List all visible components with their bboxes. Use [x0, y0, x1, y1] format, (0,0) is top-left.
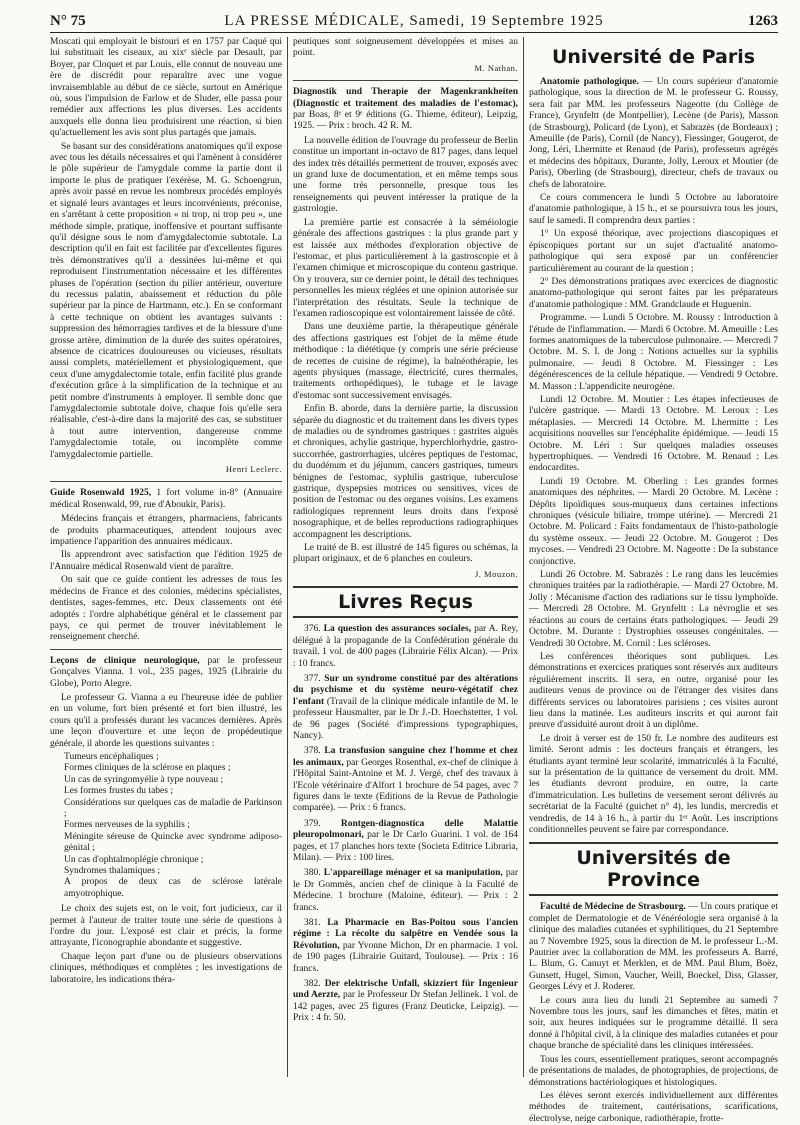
book-details: (Travail de la clinique médicale infantile de M. le professeur Hausmalter, par le Dr J.-D. Hoechstetter, 1 vol. de 96 pages (Société d'impressions typographiques, Nancy).	[293, 696, 518, 741]
topic-item: A propos de deux cas de sclérose latérale amyotrophique.	[64, 877, 282, 899]
book-details: par Yvonne Michon, Dr en pharmacie. 1 vol. de 190 pages (Librairie Guitard, Toulouse). — Prix : 16 francs.	[293, 940, 518, 974]
book-number: 377.	[304, 673, 321, 684]
topic-item: Un cas d'ophtalmoplégie chronique ;	[64, 854, 204, 865]
book-entry	[293, 746, 518, 814]
book-details: par le Professeur Dr Stefan Jellinek. 1 vol. de 142 pages, avec 25 figures (Franz Deuticke, Leipzig). — Prix : 4 fr. 50.	[293, 990, 518, 1024]
book-details: par A. Rey, délégué à la propagande de la Confédération générale du travail. 1 vol. de 400 pages (Librairie Félix Alcan). — Prix : 10 francs.	[293, 624, 519, 669]
review-paragraph: Moscati qui employait le bistouri et en 1757 par Caqué qui lui substituait les ciseaux, au xixᵉ siècle par Desault, par Boyer, par Cloquet et par Louis, elle connut de nouveau une ère de discrédit pour reparaître avec une vogue invraisemblable au début de ce siècle, surtout en Amérique où, sous l'impulsion de Farlow et de Sluder, elle passa pour remédier aux affections les plus diverses. Les accidents auxquels elle donna lieu produisirent une réaction, si bien qu'actuellement les avis sont plus partagés que jamais.	[50, 37, 282, 139]
section-heading-universites-de-province: Universités de Province	[529, 842, 778, 896]
topics-list	[50, 752, 282, 900]
book-title: Diagnostik und Therapie der Magenkrankheiten (Diagnostic et traitement des maladies de l'estomac),	[293, 87, 518, 109]
program-paragraph: Lundi 26 Octobre. M. Sabrazès : Le rang dans les leucémies chroniques traitées par la radiothérapie. — Mardi 27 Octobre. M. Jolly : Mécanisme d'action des radiations sur le tissu lymphoïde. — Mercredi 28 Octobre. M. Grynfeltt : La névroglie et ses réactions au cours de certains états pathologiques. — Jeudi 29 Octobre. M. Durante : Dystrophies osseuses congénitales. — Vendredi 30 Octobre. M. Cornil : Les scléroses.	[529, 570, 778, 649]
review-signature: M. Nathan.	[474, 62, 518, 73]
page-header	[50, 8, 778, 33]
announcement-text: — Un cours supérieur d'anatomie pathologique, sous la direction de M. le professeur G. Roussy, sera fait par MM. les professeurs Nageotte (du Collège de France), Grynfeltt (de Montpellier), Lecène (de Paris), Masson (de Strasbourg), Policard (de Lyon), et Sabrazès (de Bordeaux) ; Ameuille (de Paris), Cornil (de Nancy), Fiessinger, Gougerot, de Jong, Léri, Lhermitte et Renaud (de Paris), professeurs agrégés et médecins des hôpitaux, Durante, Jolly, Leroux et Moutier (de Paris), Oberling (de Strasbourg), directeur, chefs de travaux ou chefs de laboratoire.	[529, 77, 778, 190]
review-paragraph: Chaque leçon part d'une ou de plusieurs observations cliniques, méthodiques et complètes ; les investigations de laboratoire, les indications théra-	[50, 951, 282, 985]
book-review-heading	[50, 656, 282, 690]
column-1	[50, 37, 288, 1077]
review-paragraph: La nouvelle édition de l'ouvrage du professeur de Berlin constitue un important in-octavo de 817 pages, dans lequel des index très détaillés permettent de trouver, exposés avec un grand luxe de documentation, et en même temps sous une forme très personnelle, presque tous les renseignements qui peuvent intéresser la pratique de la gastrologie.	[293, 135, 518, 215]
book-number: 380.	[304, 868, 321, 879]
book-title: Leçons de clinique neurologique,	[50, 655, 200, 666]
announcement-paragraph: Ce cours commencera le lundi 5 Octobre au laboratoire d'anatomie pathologique, à 15 h., et se poursuivra tous les jours, sauf le samedi. Il comprendra deux parties :	[529, 193, 778, 226]
book-details: par le Dr Gommès, ancien chef de clinique à la Faculté de Médecine. 1 brochure (Maloine, éditeur). — Prix : 2 francs.	[293, 868, 518, 913]
announcement-title: Anatomie pathologique.	[540, 77, 639, 87]
section-heading-livres-recus: Livres Reçus	[293, 586, 518, 618]
announcement-paragraph: Le droit à verser est de 150 fr. Le nombre des auditeurs est limité. Seront admis : les docteurs français et étrangers, les étudiants ayant terminé leur scolarité, immatriculés à la Faculté, sur la présentation de la quittance de versement du droit. MM. les étudiants devront produire, en outre, la carte d'immatriculation. Les bulletins de versement seront délivrés au secrétariat de la Faculté (guichet n° 4), les lundis, mercredis et vendredis, de 14 à 16 h., à partir du 1ᵉʳ Août. Les inscriptions conditionnelles peuvent se faire par correspondance.	[529, 733, 778, 835]
columns	[50, 37, 778, 1124]
review-paragraph: Le professeur G. Vianna a eu l'heureuse idée de publier en un volume, fort bien présenté et fort bien illustré, les cours qu'il a professés durant les vacances dernières. Après une leçon d'ouverture et une leçon de propédeutique générale, il aborde les questions suivantes :	[50, 692, 282, 749]
announcement-title: Faculté de Médecine de Strasbourg.	[540, 902, 686, 913]
topic-item: Formes nerveuses de la syphilis ;	[64, 820, 190, 831]
book-entry	[293, 918, 518, 975]
announcement-paragraph: Les conférences théoriques sont publiques. Les démonstrations et exercices pratiques sont réservés aux auditeurs régulièrement inscrits. Il sera, en outre, organisé pour les auditeurs venus de province ou de l'étranger des visites dans différents services ou laboratoires parisiens ; ces visites auront lieu dans la matinée. Les auditeurs inscrits et qui auront fait preuve d'assiduité auront droit à un diplôme.	[529, 651, 778, 731]
book-details: 1 fort volume in-8° (Annuaire médical Rosenwald, 99, rue d'Aboukir, Paris).	[50, 488, 283, 510]
announcement-paragraph: 1° Un exposé théorique, avec projections diascopiques et épiscopiques portant sur un sujet d'actualité anatomo-pathologique qui sera exposé par un conférencier particulièrement au courant de la question ;	[529, 229, 778, 274]
topic-item: Les formes frustes du tabes ;	[64, 786, 173, 797]
topic-item: Considérations sur quelques cas de maladie de Parkinson ;	[64, 797, 282, 819]
book-entry	[293, 624, 518, 670]
review-signature: Henri Leclerc.	[225, 464, 282, 475]
issue-number: N° 75	[50, 13, 86, 29]
program-paragraph: Programme. — Lundi 5 Octobre. M. Roussy : Introduction à l'étude de l'inflammation. — Mardi 6 Octobre. M. Ameuille : Les formes anatomiques de la tuberculose pulmonaire. — Mercredi 7 Octobre. M. S. I. de Jong : Notions actuelles sur la syphilis pulmonaire. — Jeudi 8 Octobre. M. Fiessinger : Les dégénérescences de la cellule hépatique. — Vendredi 9 Octobre. M. Masson : L'appendicite neurogène.	[529, 313, 778, 392]
review-paragraph: peutiques sont soigneusement développées et mises au point.	[293, 37, 518, 59]
announcement-paragraph: Tous les cours, essentiellement pratiques, seront accompagnés de présentations de malades, de photographies, de projections, de démonstrations bactériologiques et histologiques.	[529, 1054, 778, 1088]
review-paragraph: On sait que ce guide contient les adresses de tous les médecins de France et des colonies, médecins spécialistes, dentistes, sages-femmes, etc. Deux classements ont été adoptés : l'ordre alphabétique général et le classement par pays, ce qui permet de trouver inévitablement le renseignement cherché.	[50, 575, 282, 643]
book-details: par Boas, 8ᵉ et 9ᵉ éditions (G. Thieme, éditeur), Leipzig, 1925. — Prix : broch. 42 R. M.	[293, 110, 518, 132]
announcement-paragraph: 2° Des démonstrations pratiques avec exercices de diagnostic anatomo-pathologique qui seront faites par les préparateurs d'anatomie pathologique : MM. Grandclaude et Huguenin.	[529, 276, 778, 310]
review-paragraph: Ils apprendront avec satisfaction que l'édition 1925 de l'Annuaire médical Rosenwald vient de paraître.	[50, 550, 282, 572]
column-2	[288, 37, 524, 1077]
review-signature: J. Mouzon.	[474, 568, 518, 579]
book-number: 381.	[304, 918, 321, 929]
book-title: Rontgen-diagnostica delle Malattie pleuropolmonari,	[293, 818, 518, 841]
book-details: par Georges Rosenthal, ex-chef de clinique à l'Hôpital Saint-Antoine et M. J. Vergé, chef des travaux à l'Ecole vétérinaire d'Alfort 1 brochure de 54 pages, avec 7 figures dans le texte (Editions de la Revue de Pathologie comparée). — Prix : 6 francs.	[293, 757, 518, 814]
topic-item: Syndromes thalamiques ;	[64, 866, 161, 877]
divider	[293, 80, 518, 81]
topic-item: Méningite séreuse de Quincke avec syndrome adiposo-génital ;	[64, 831, 282, 854]
divider	[50, 481, 282, 482]
topic-item: Formes cliniques de la sclérose en plaques ;	[64, 763, 231, 774]
book-review-heading	[293, 87, 518, 133]
book-entry	[293, 868, 518, 914]
journal-title: LA PRESSE MÉDICALE, Samedi, 19 Septembre 1925	[224, 13, 604, 29]
program-paragraph: Lundi 12 Octobre. M. Moutier : Les étapes infectieuses de l'ulcère gastrique. — Mardi 13 Octobre. M. Leroux : Les métaplasies. — Mercredi 14 Octobre. M. Lhermitte : Les acquisitions nouvelles sur l'encéphalite épidémique. — Jeudi 15 Octobre. M. Léri : Sur quelques maladies osseuses hypertrophiques. — Vendredi 16 Octobre. M. Renaud : Les endocardites.	[529, 394, 778, 474]
book-number: 382.	[304, 979, 321, 990]
book-title: La Pharmacie en Bas-Poitou sous l'ancien régime : La récolte du salpêtre en Vendée sous la Révolution,	[293, 918, 518, 951]
review-paragraph: Le choix des sujets est, on le voit, fort judicieux, car il permet à l'auteur de traiter toute une série de questions à l'ordre du jour. L'exposé est clair et précis, la forme attrayante, l'iconographie abondante et suggestive.	[50, 904, 282, 949]
announcement-paragraph: Les élèves seront exercés individuellement aux différentes méthodes de traitement, cautérisations, scarifications, électrolyse, neige carbonique, radiothérapie, frotte-	[529, 1090, 778, 1124]
review-paragraph: Enfin B. aborde, dans la dernière partie, la discussion séparée du diagnostic et du traitement dans les divers types de maladies ou de syndromes gastriques : gastrites aiguës et chroniques, achylie gastrique, hyperchlorhydrie, gastro-succorrhée, gastrorrhagies, ulcères peptiques de l'estomac, du duodénum et du jéjunum, cancers gastriques, tumeurs bénignes de l'estomac, syphilis gastrique, tuberculose gastrique, dyspepsies motrices ou sensitives, vices de position de l'estomac ou des organes voisins. Les examens radiologiques reprennent leurs droits dans l'exposé nosographique, et de belles reproductions radiographiques accompagnent les descriptions.	[293, 404, 518, 540]
book-title: L'appareillage ménager et sa manipulation,	[323, 868, 503, 879]
book-entry	[293, 819, 518, 865]
program-paragraph: Lundi 19 Octobre. M. Oberling : Les grandes formes anatomiques des néphrites. — Mardi 20 Octobre. M. Lecène : Dépôts lipoïdiques sous-muqueux dans certaines infections chroniques (vésicule biliaire, trompe utérine). — Mercredi 21 Octobre. M. Policard : Faits fondamentaux de l'histo-pathologie du système osseux. — Jeudi 22 Octobre. M. Gougerot : Des mycoses. — Vendredi 23 Octobre. M. Nageotte : De la substance conjonctive.	[529, 476, 778, 567]
announcement-paragraph: Le cours aura lieu du lundi 21 Septembre au samedi 7 Novembre tous les jours, sauf les dimanches et fêtes, matin et soir, aux heures indiquées sur le programme détaillé. Il sera donné à l'hôpital civil, à la clinique des maladies cutanées et pour chaque branche de spécialité dans les cliniques intéressées.	[529, 995, 778, 1052]
review-paragraph: Se basant sur des considérations anatomiques qu'il expose avec tous les détails nécessaires et qui l'amènent à considérer le pôle supérieur de l'amygdale comme la partie dont il importe le plus de pratiquer l'exérèse, M. G. Schoengrun, après avoir passé en revue les nombreux procédés employés et signalé leurs avantages et leurs inconvénients, préconise, en s'arrêtant à cette proposition « ni trop, ni trop peu », une méthode simple, pratique, inoffensive et pourtant suffisante qu'il désigne sous le nom d'amygdalectomie subtotale. La description qu'il en fait est facilitée par d'excellentes figures très démonstratives qu'il a dessinées lui-même et qui reproduisent l'instrumentation nécessaire et les différentes phases de l'opération (section du pilier antérieur, ouverture du recessus palatin, abaissement et réduction du pôle supérieur par la pince de Hartmann, etc.). En se conformant à cette technique on obtient les avantages suivants : suppression des hémorragies tardives et de la blessure d'une grosse artère, diminution de la durée des suites opératoires, absence de cicatrices douloureuses ou vicieuses, résultats aussi complets, matériellement et physiologiquement, que ceux d'une amygdalectomie totale, enfin facilité plus grande d'exécution grâce à la simplification de la technique et au petit nombre d'instruments à employer. Il semble donc que l'amygdalectomie subtotale doive, chaque fois qu'elle sera réalisable, c'est-à-dire dans la majorité des cas, se substituer à tout autre intervention, dangereuse comme l'amygdalectomie totale, ou incomplète comme l'amygdalectomie partielle.	[50, 141, 282, 460]
topic-item: Un cas de syringomyélie à type nouveau ;	[64, 774, 224, 785]
column-3	[524, 37, 778, 1124]
book-number: 376.	[304, 624, 321, 635]
book-title: Sur un syndrome constitué par des altérations du psychisme et du système neuro-végétatif chez l'enfant	[293, 673, 519, 707]
book-number: 378.	[304, 746, 321, 757]
book-details: par le professeur Gonçalves Vianna. 1 vol., 235 pages, 1925 (Librairie du Globe), Porto Alegre.	[50, 655, 282, 689]
book-title: Guide Rosenwald 1925,	[50, 488, 152, 499]
book-review-heading	[50, 488, 282, 511]
topic-item: Tumeurs encéphaliques ;	[64, 751, 159, 762]
book-entry	[293, 674, 518, 742]
book-details: par le Dr Carlo Guarini. 1 vol. de 164 pages, et 17 planches hors texte (Societa Editrice Libraria, Milan). — Prix : 100 lires.	[293, 830, 518, 863]
book-number: 379.	[304, 818, 321, 829]
book-title: Der elektrische Unfall, skizziert für Ingenieur und Aerzte,	[293, 979, 518, 1001]
review-paragraph: La première partie est consacrée à la séméiologie générale des affections gastriques : la plus grande part y est laissée aux méthodes d'exploration objective de l'estomac, et plus particulièrement à la gastroscopie et à l'examen chimique et microscopique du contenu gastrique. On y trouvera, sur ce dernier point, le détail des techniques personnelles les mieux réglées et une opinion autorisée sur l'interprétation des résultats. Seule la technique de l'examen radioscopique est volontairement laissée de côté.	[293, 217, 518, 319]
review-paragraph: Dans une deuxième partie, la thérapeutique générale des affections gastriques est l'objet de la même étude méthodique : la diététique (y compris une série précieuse de recettes de cuisine de régime), la balnéothérapie, les agents physiques (massage, électricité, cures thermales, traitements orthopédiques), le tubage et le lavage d'estomac sont successivement envisagés.	[293, 322, 518, 401]
book-entry	[293, 979, 518, 1025]
review-paragraph: Le traité de B. est illustré de 145 figures ou schémas, la plupart originaux, et de 6 planches en couleurs.	[293, 543, 518, 565]
book-title: La transfusion sanguine chez l'homme et chez les animaux,	[293, 746, 518, 768]
announcement-paragraph	[529, 902, 778, 993]
page-number: 1263	[748, 13, 778, 29]
review-paragraph: Médecins français et étrangers, pharmaciens, fabricants de produits pharmaceutiques, attendent toujours avec impatience l'apparition des annuaires médicaux.	[50, 514, 282, 548]
divider	[50, 649, 282, 650]
section-heading-universite-de-paris: Université de Paris	[551, 46, 756, 68]
announcement-text: — Un cours pratique et complet de Dermatologie et de Vénéréologie sera organisé à la clinique des maladies cutanées et syphilitiques, du 21 Septembre au 7 Novembre 1925, sous la direction de M. le professeur L.-M. Pautrier avec la collaboration de MM. les professeurs A. Barré, L. Blum, G. Canuyt et Merklen, et de MM. Paul Blum, Boëz, Gunsett, Hugel, Simon, Vaucher, Weill, Boeckel, Diss, Glasser, Georges Lévy et J. Roderer.	[529, 902, 778, 993]
book-title: La question des assurances sociales,	[323, 624, 472, 635]
announcement-paragraph	[529, 77, 778, 191]
